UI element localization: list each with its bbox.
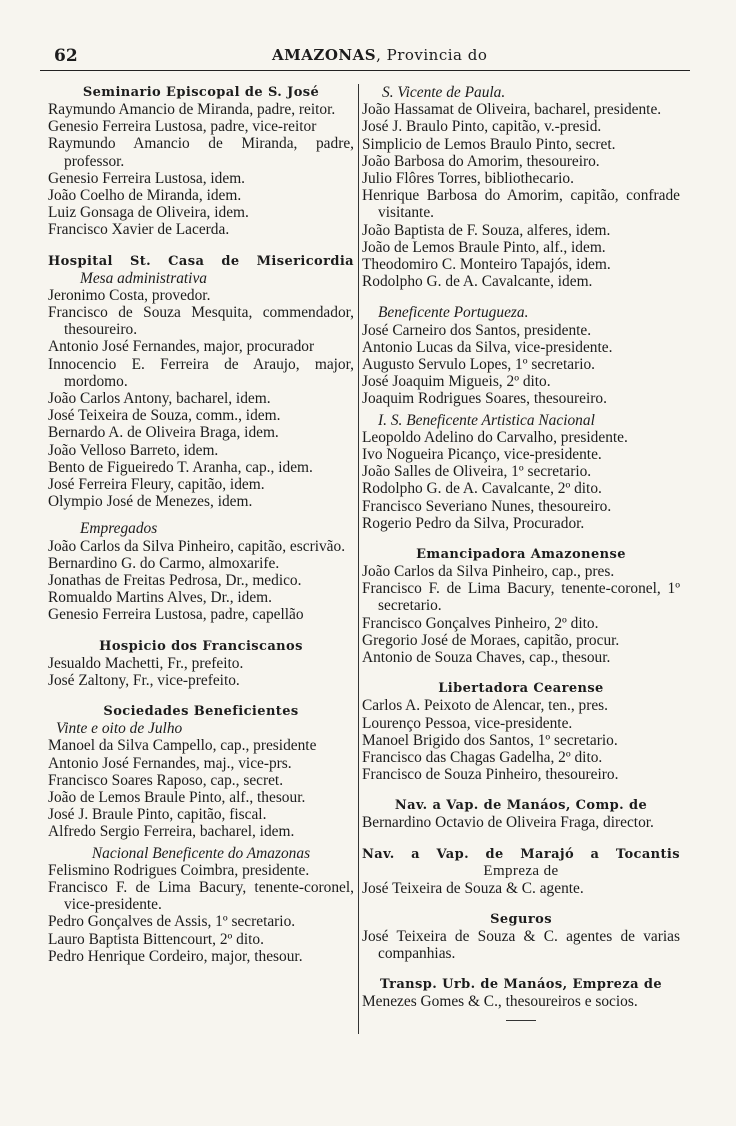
list-item: João Salles de Oliveira, 1º secretario. bbox=[362, 463, 592, 481]
list-item: Francisco de Souza Pinheiro, thesoureiro. bbox=[362, 766, 619, 784]
page-header bbox=[40, 40, 690, 71]
list-item: João Coelho de Miranda, idem. bbox=[48, 187, 242, 205]
section-heading: Transp. Urb. de Manáos, Empreza de bbox=[379, 977, 663, 993]
list-item: José J. Braulo Pinto, capitão, v.-presid. bbox=[362, 118, 602, 136]
section-marajo bbox=[362, 846, 680, 897]
section-seminario bbox=[48, 84, 354, 239]
list-item: Pedro Henrique Cordeiro, major, thesour. bbox=[48, 947, 303, 965]
section-heading: Libertadora Cearense bbox=[438, 681, 604, 697]
list-item: João de Lemos Braule Pinto, alf., idem. bbox=[362, 238, 606, 256]
section-heading: Seguros bbox=[490, 911, 552, 927]
right-column bbox=[362, 84, 680, 1021]
list-item: José Teixeira de Souza & C. agentes de varias companhias. bbox=[362, 927, 680, 962]
list-item: Bernardo A. de Oliveira Braga, idem. bbox=[48, 424, 279, 442]
left-column bbox=[48, 84, 354, 965]
list-item: Jesualdo Machetti, Fr., prefeito. bbox=[48, 654, 244, 672]
list-item: Innocencio E. Ferreira de Araujo, major, mordomo. bbox=[48, 355, 354, 390]
subsection-title: Vinte e oito de Julho bbox=[56, 720, 183, 738]
running-title-rest: , Provincia do bbox=[376, 46, 488, 64]
list-item: Genesio Ferreira Lustosa, idem. bbox=[48, 169, 246, 187]
list-item: Bernardino Octavio de Oliveira Fraga, director. bbox=[362, 814, 654, 832]
section-heading: Hospital St. Casa de Misericordia bbox=[48, 253, 354, 269]
list-item: Luiz Gonsaga de Oliveira, idem. bbox=[48, 204, 249, 222]
section-heading: Hospicio dos Franciscanos bbox=[99, 638, 303, 654]
list-item: Antonio de Souza Chaves, cap., thesour. bbox=[362, 649, 611, 667]
list-item: Antonio José Fernandes, maj., vice-prs. bbox=[48, 754, 292, 772]
list-item: Rodolpho G. de A. Cavalcante, idem. bbox=[362, 273, 593, 291]
section-emancipadora bbox=[362, 546, 680, 666]
column-divider bbox=[358, 84, 359, 1034]
section-manaos bbox=[362, 797, 680, 831]
subsection-title: Nacional Beneficente do Amazonas bbox=[91, 844, 311, 862]
list-item: João Carlos da Silva Pinheiro, cap., pres. bbox=[362, 563, 615, 581]
list-item: Simplicio de Lemos Braulo Pinto, secret. bbox=[362, 135, 616, 153]
list-item: José Carneiro dos Santos, presidente. bbox=[362, 321, 592, 339]
section-heading: Nav. a Vap. de Manáos, Comp. de bbox=[394, 798, 648, 814]
section-seguros bbox=[362, 911, 680, 962]
list-item: Theodomiro C. Monteiro Tapajós, idem. bbox=[362, 256, 611, 274]
list-item: Bento de Figueiredo T. Aranha, cap., idem. bbox=[48, 458, 313, 476]
list-item: Raymundo Amancio de Miranda, padre, professor. bbox=[48, 135, 354, 170]
list-item: Joaquim Rodrigues Soares, thesoureiro. bbox=[362, 390, 607, 408]
list-item: Antonio Lucas da Silva, vice-presidente. bbox=[362, 338, 613, 356]
list-item: José Teixeira de Souza, comm., idem. bbox=[48, 407, 281, 425]
section-portugueza bbox=[362, 304, 680, 407]
list-item: Genesio Ferreira Lustosa, padre, capellão bbox=[48, 606, 304, 624]
list-item: Alfredo Sergio Ferreira, bacharel, idem. bbox=[48, 823, 295, 841]
list-item: Antonio José Fernandes, major, procurador bbox=[48, 338, 315, 356]
list-item: Lauro Baptista Bittencourt, 2º dito. bbox=[48, 930, 264, 948]
list-item: Julio Flôres Torres, bibliothecario. bbox=[362, 170, 574, 188]
list-item: José Teixeira de Souza & C. agente. bbox=[362, 879, 584, 897]
section-heading: Emancipadora Amazonense bbox=[416, 547, 626, 563]
list-item: Leopoldo Adelino do Carvalho, presidente. bbox=[362, 428, 628, 446]
section-transp bbox=[362, 976, 680, 1021]
page-number: 62 bbox=[54, 46, 78, 66]
list-item: João Barbosa do Amorim, thesoureiro. bbox=[362, 152, 600, 170]
list-item: Francisco das Chagas Gadelha, 2º dito. bbox=[362, 748, 603, 766]
list-item: Ivo Nogueira Picanço, vice-presidente. bbox=[362, 446, 602, 464]
list-item: Francisco Xavier de Lacerda. bbox=[48, 221, 230, 239]
list-item: Manoel Brigido dos Santos, 1º secretario. bbox=[362, 731, 618, 749]
section-subheading: Empreza de bbox=[483, 862, 559, 879]
list-item: Francisco Gonçalves Pinheiro, 2º dito. bbox=[362, 614, 599, 632]
list-item: Genesio Ferreira Lustosa, padre, vice-reitor bbox=[48, 118, 317, 136]
list-item: Gregorio José de Moraes, capitão, procur. bbox=[362, 631, 620, 649]
section-heading: Sociedades Beneficientes bbox=[103, 704, 299, 720]
list-item: José J. Braule Pinto, capitão, fiscal. bbox=[48, 806, 267, 824]
list-item: Bernardino G. do Carmo, almoxarife. bbox=[48, 554, 280, 572]
section-vicente bbox=[362, 84, 680, 290]
subsection-title: S. Vicente de Paula. bbox=[382, 84, 506, 101]
list-item: Augusto Servulo Lopes, 1º secretario. bbox=[362, 356, 596, 374]
list-item: João Carlos Antony, bacharel, idem. bbox=[48, 390, 271, 408]
closing-rule bbox=[506, 1020, 536, 1021]
list-item: Henrique Barbosa do Amorim, capitão, confrade visitante. bbox=[362, 187, 680, 222]
list-item: João de Lemos Braule Pinto, alf., thesour. bbox=[48, 788, 306, 806]
subsection-title: Mesa administrativa bbox=[80, 269, 207, 287]
section-hospicio bbox=[48, 638, 354, 689]
section-hospital bbox=[48, 253, 354, 624]
list-item: José Ferreira Fleury, capitão, idem. bbox=[48, 476, 265, 494]
list-item: João Velloso Barreto, idem. bbox=[48, 441, 219, 459]
list-item: Jonathas de Freitas Pedrosa, Dr., medico. bbox=[48, 572, 302, 590]
list-item: Menezes Gomes & C., thesoureiros e socios. bbox=[362, 993, 638, 1011]
list-item: Francisco Soares Raposo, cap., secret. bbox=[48, 771, 284, 789]
list-item: José Joaquim Migueis, 2º dito. bbox=[362, 373, 551, 391]
list-item: Rogerio Pedro da Silva, Procurador. bbox=[362, 514, 585, 532]
list-item: Lourenço Pessoa, vice-presidente. bbox=[362, 714, 573, 732]
list-item: Francisco de Souza Mesquita, commendador, thesoureiro. bbox=[48, 304, 354, 339]
list-item: Francisco F. de Lima Bacury, tenente-coronel, vice-presidente. bbox=[48, 878, 354, 914]
list-item: Francisco F. de Lima Bacury, tenente-coronel, 1º secretario. bbox=[362, 580, 680, 615]
list-item: Jeronimo Costa, provedor. bbox=[48, 286, 211, 304]
list-item: Manoel da Silva Campello, cap., presidente bbox=[48, 737, 317, 755]
list-item: Francisco Severiano Nunes, thesoureiro. bbox=[362, 497, 612, 515]
section-artistica bbox=[362, 412, 680, 532]
list-item: Carlos A. Peixoto de Alencar, ten., pres. bbox=[362, 697, 609, 715]
list-item: Rodolpho G. de A. Cavalcante, 2º dito. bbox=[362, 480, 602, 498]
section-heading: Seminario Episcopal de S. José bbox=[82, 85, 320, 100]
running-title bbox=[272, 46, 487, 64]
list-item: Pedro Gonçalves de Assis, 1º secretario. bbox=[48, 913, 296, 931]
subsection-title: Beneficente Portugueza. bbox=[378, 304, 529, 322]
section-heading: Nav. a Vap. de Marajó a Tocantis bbox=[362, 846, 680, 862]
list-item: João Baptista de F. Souza, alferes, idem. bbox=[362, 221, 611, 239]
section-libertadora bbox=[362, 680, 680, 783]
list-item: Romualdo Martins Alves, Dr., idem. bbox=[48, 589, 273, 607]
list-item: José Zaltony, Fr., vice-prefeito. bbox=[48, 671, 240, 689]
list-item: Olympio José de Menezes, idem. bbox=[48, 493, 253, 511]
section-sociedades bbox=[48, 703, 354, 965]
running-title-bold: AMAZONAS bbox=[272, 46, 377, 64]
list-item: João Carlos da Silva Pinheiro, capitão, escrivão. bbox=[48, 537, 346, 555]
list-item: João Hassamat de Oliveira, bacharel, presidente. bbox=[362, 101, 662, 119]
subsection-title: Empregados bbox=[80, 520, 158, 538]
list-item: Felismino Rodrigues Coimbra, presidente. bbox=[48, 861, 310, 879]
subsection-title: I. S. Beneficente Artistica Nacional bbox=[378, 411, 595, 429]
list-item: Raymundo Amancio de Miranda, padre, reitor. bbox=[48, 101, 336, 118]
